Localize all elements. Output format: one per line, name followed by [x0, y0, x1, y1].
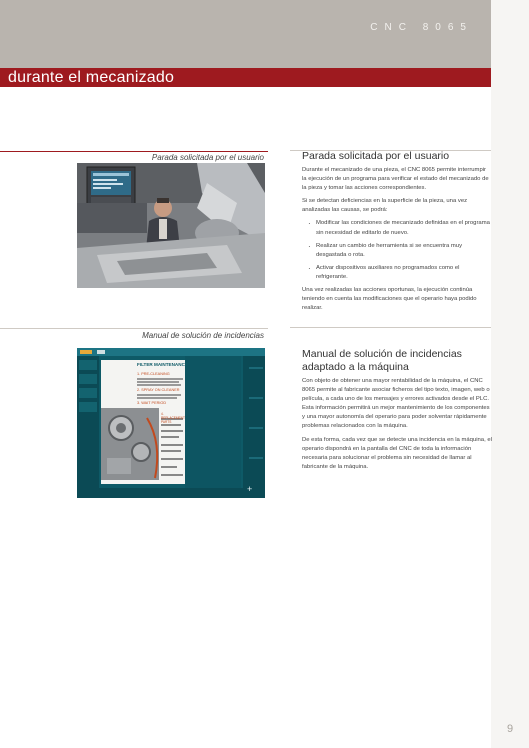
- screen-text-line: [137, 381, 179, 383]
- section1-paragraph: Durante el mecanizado de una pieza, el CNC 8065 permite interrumpir la ejecución de un programa para verificar el estado del mecanizado de la pieza y tomar las acciones correspondientes.: [302, 167, 489, 192]
- screen-step: 4. REPLACEMENT PARTS: [161, 412, 185, 424]
- photo-caption-1: Parada solicitada por el usuario: [151, 153, 264, 162]
- caption-rule-1: [0, 151, 268, 152]
- screen-step: 2. SPRAY ON CLEANER: [137, 388, 180, 392]
- section1-bullet-list: [302, 219, 492, 282]
- caption-rule-2: [0, 328, 268, 329]
- screen-text-line: [137, 378, 183, 380]
- section2-paragraph: Con objeto de obtener una mayor rentabilidad de la máquina, el CNC 8065 permite al fabricante asociar ficheros del tipo texto, imagen, web o película, a cada uno de los mensajes y errores activados desde el PLC. Esta información permitirá un mejor mantenimiento de los componentes y una mayor autonomía del operario para poder solventar rápidamente problemas relacionados con la máquina.: [302, 378, 490, 430]
- screen-step: 1. PRE-CLEANING: [137, 372, 170, 376]
- screen-add-button[interactable]: +: [247, 484, 253, 494]
- section2-paragraph: De esta forma, cada vez que se detecte una incidencia en la máquina, el operario dispondrá en la pantalla del CNC de toda la información necesaria para solucionar el problema sin necesidad de llamar al fabricante de la máquina.: [302, 436, 492, 470]
- page-number: 9: [506, 723, 514, 735]
- section1-closing: Una vez realizadas las acciones oportunas, la ejecución continúa teniendo en cuenta las modificaciones que el operario haya podido realizar.: [302, 287, 477, 312]
- screen-step: 3. WAIT PERIOD: [137, 401, 167, 405]
- section-title-bar: [0, 68, 491, 87]
- right-margin-strip: [491, 0, 529, 748]
- section2-heading-line: Manual de solución de incidencias: [302, 348, 462, 360]
- section2-body: [302, 377, 492, 476]
- screen-panel-title: FILTER MAINTENANCE: [137, 362, 188, 367]
- section1-bullet: · Modificar las condiciones de mecanizado definidas en el programa sin necesidad de editarlo de nuevo.: [316, 219, 492, 237]
- operator-photo-illustration: [77, 163, 265, 288]
- section1-body: [302, 166, 492, 317]
- cnc-screen-capture: [77, 348, 265, 498]
- section1-heading: Parada solicitada por el usuario: [302, 150, 450, 162]
- section1-bullet: · Realizar un cambio de herramienta si se encuentra muy desgastada o rota.: [316, 242, 492, 260]
- section-title: durante el mecanizado: [8, 69, 175, 86]
- screen-text-line: [137, 394, 181, 396]
- screen-text-line: [137, 384, 181, 386]
- section2-heading-line: adaptado a la máquina: [302, 361, 409, 373]
- photo-caption-2: Manual de solución de incidencias: [142, 331, 264, 340]
- section-rule-2: [290, 327, 491, 328]
- section1-bullet: · Activar dispositivos auxiliares no programados como el refrigerante.: [316, 264, 492, 282]
- brand-label: CNC 8065: [370, 22, 473, 33]
- screen-text-line: [137, 397, 177, 399]
- section2-heading: [302, 348, 492, 374]
- section1-paragraph: Si se detectan deficiencias en la superficie de la pieza, una vez analizadas las causas, se podrá:: [302, 198, 468, 214]
- operator-photo: [77, 163, 265, 288]
- header-band: [0, 0, 491, 68]
